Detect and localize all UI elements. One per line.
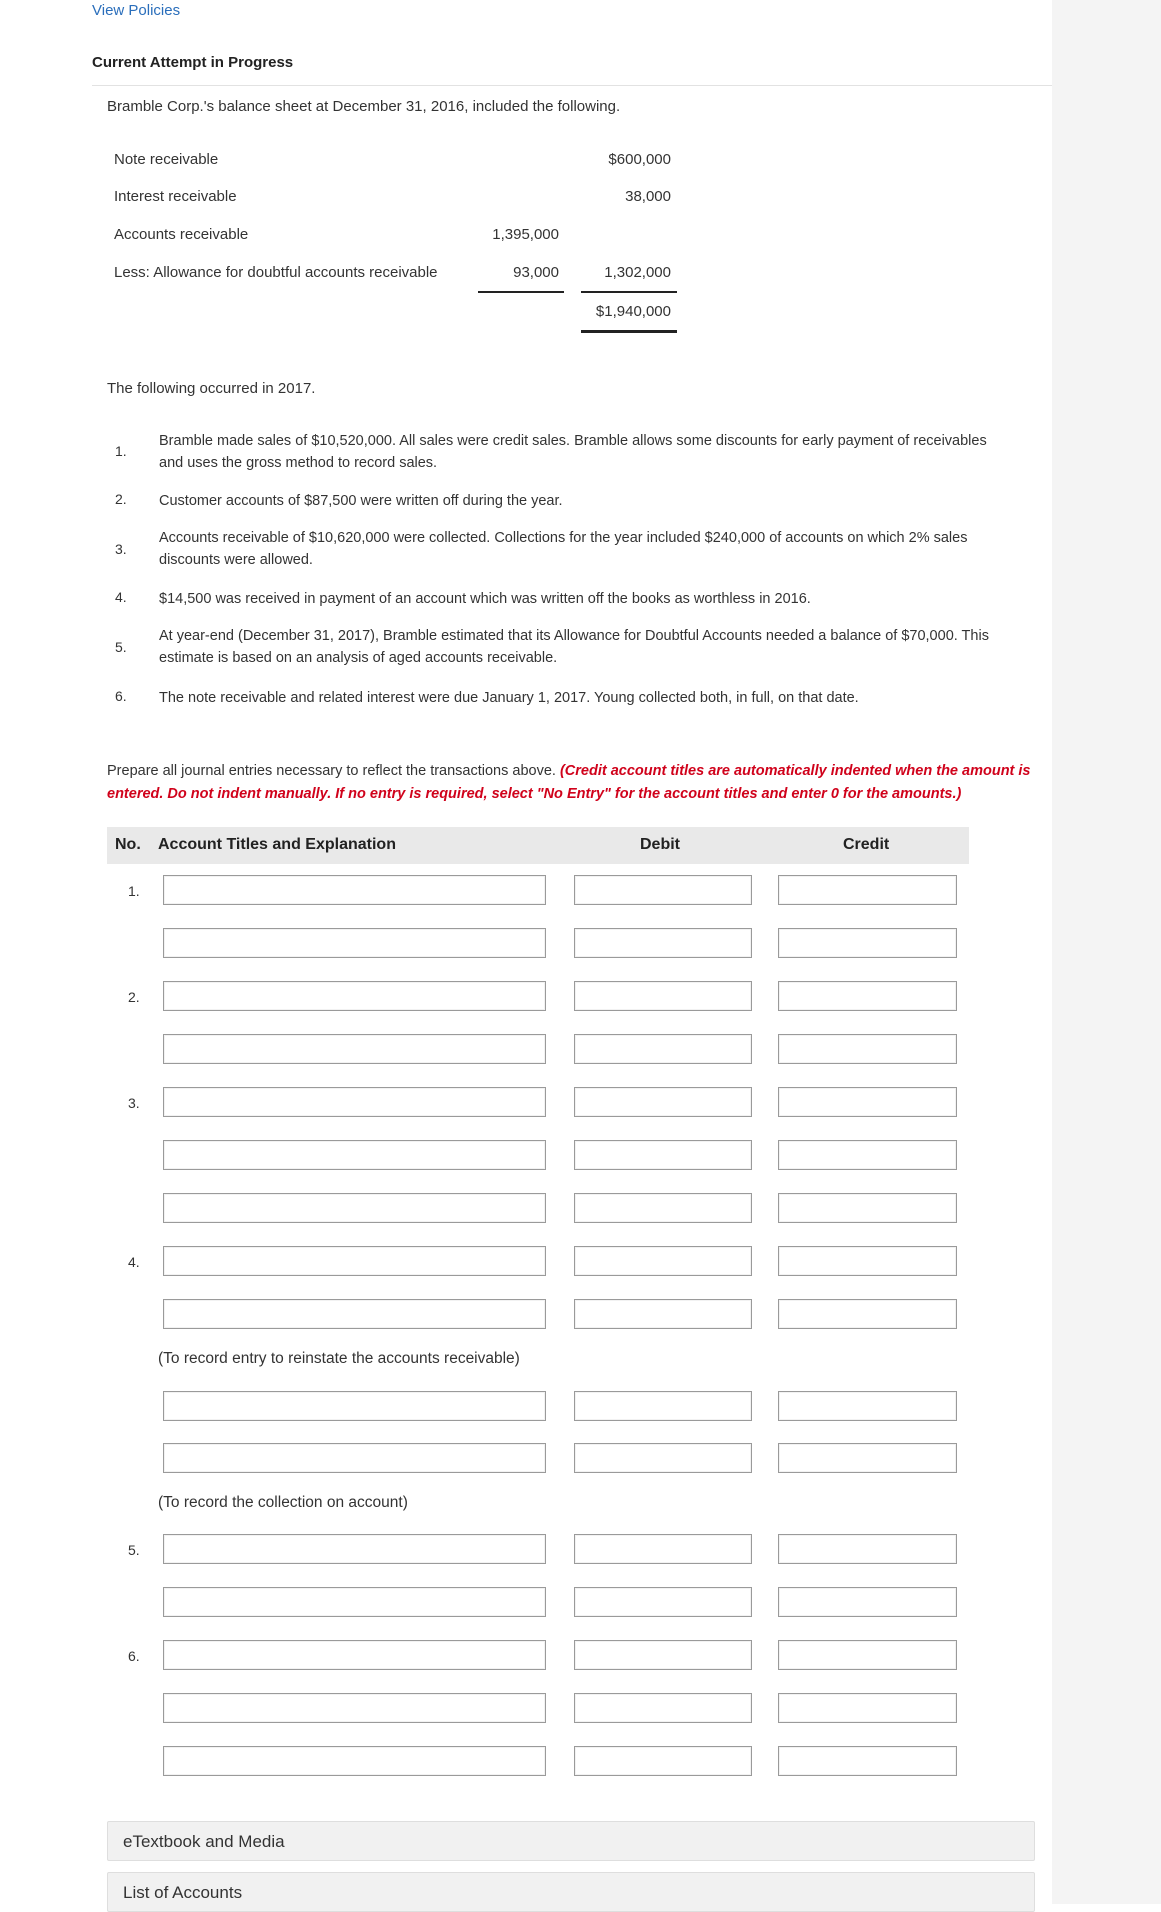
entry-number: 6. bbox=[128, 1648, 140, 1664]
subtotal-rule bbox=[581, 291, 677, 293]
bs-net-receivable-amount: 1,302,000 bbox=[604, 264, 671, 281]
page-gutter bbox=[1052, 0, 1161, 1904]
debit-input[interactable] bbox=[574, 1140, 752, 1170]
divider bbox=[92, 85, 1052, 86]
events-intro: The following occurred in 2017. bbox=[107, 380, 316, 397]
account-title-input[interactable] bbox=[163, 981, 546, 1011]
debit-input[interactable] bbox=[574, 1746, 752, 1776]
credit-input[interactable] bbox=[778, 1140, 957, 1170]
event-number: 3. bbox=[115, 541, 127, 557]
bs-accounts-receivable-amount: 1,395,000 bbox=[492, 226, 559, 243]
credit-input[interactable] bbox=[778, 981, 957, 1011]
account-title-input[interactable] bbox=[163, 1693, 546, 1723]
debit-input[interactable] bbox=[574, 1246, 752, 1276]
etextbook-media-button[interactable] bbox=[107, 1821, 1035, 1861]
problem-intro: Bramble Corp.'s balance sheet at December 31, 2016, included the following. bbox=[107, 98, 621, 115]
account-title-input[interactable] bbox=[163, 1140, 546, 1170]
debit-input[interactable] bbox=[574, 875, 752, 905]
bs-accounts-receivable-label: Accounts receivable bbox=[114, 226, 249, 243]
debit-input[interactable] bbox=[574, 1193, 752, 1223]
list-of-accounts-button[interactable] bbox=[107, 1872, 1035, 1912]
memo-reinstate: (To record entry to reinstate the accounts receivable) bbox=[158, 1350, 520, 1367]
entry-number: 1. bbox=[128, 883, 140, 899]
credit-input[interactable] bbox=[778, 1587, 957, 1617]
attempt-title: Current Attempt in Progress bbox=[92, 54, 294, 71]
event-number: 6. bbox=[115, 688, 127, 704]
event-text: At year-end (December 31, 2017), Bramble estimated that its Allowance for Doubtful Accounts needed a balance of $70,000. This estimate is based on an analysis of aged accounts receivable. bbox=[159, 628, 989, 666]
instructions bbox=[107, 760, 1037, 806]
memo-collection: (To record the collection on account) bbox=[158, 1494, 408, 1511]
account-title-input[interactable] bbox=[163, 1193, 546, 1223]
credit-input[interactable] bbox=[778, 875, 957, 905]
account-title-input[interactable] bbox=[163, 1443, 546, 1473]
bs-allowance-label: Less: Allowance for doubtful accounts receivable bbox=[114, 264, 438, 281]
credit-input[interactable] bbox=[778, 1443, 957, 1473]
credit-input[interactable] bbox=[778, 1746, 957, 1776]
account-title-input[interactable] bbox=[163, 1534, 546, 1564]
bs-interest-receivable-amount: 38,000 bbox=[625, 188, 671, 205]
debit-input[interactable] bbox=[574, 1087, 752, 1117]
instructions-text: Prepare all journal entries necessary to reflect the transactions above. bbox=[107, 763, 556, 779]
header-debit: Debit bbox=[640, 836, 680, 853]
event-text: Customer accounts of $87,500 were written off during the year. bbox=[159, 493, 563, 509]
account-title-input[interactable] bbox=[163, 1087, 546, 1117]
header-account-titles: Account Titles and Explanation bbox=[158, 836, 396, 853]
bs-allowance-amount: 93,000 bbox=[513, 264, 559, 281]
etextbook-media-label: eTextbook and Media bbox=[123, 1832, 285, 1851]
account-title-input[interactable] bbox=[163, 1746, 546, 1776]
account-title-input[interactable] bbox=[163, 928, 546, 958]
debit-input[interactable] bbox=[574, 1299, 752, 1329]
credit-input[interactable] bbox=[778, 1534, 957, 1564]
entry-number: 2. bbox=[128, 989, 140, 1005]
event-text: Bramble made sales of $10,520,000. All sales were credit sales. Bramble allows some discounts for early payment of receivables and uses the gross method to record sales. bbox=[159, 433, 987, 471]
account-title-input[interactable] bbox=[163, 1034, 546, 1064]
bs-interest-receivable-label: Interest receivable bbox=[114, 188, 237, 205]
debit-input[interactable] bbox=[574, 1391, 752, 1421]
account-title-input[interactable] bbox=[163, 1246, 546, 1276]
account-title-input[interactable] bbox=[163, 1391, 546, 1421]
view-policies-link[interactable]: View Policies bbox=[92, 2, 181, 19]
entry-number: 3. bbox=[128, 1095, 140, 1111]
bs-total-amount: $1,940,000 bbox=[595, 303, 671, 320]
credit-input[interactable] bbox=[778, 1299, 957, 1329]
debit-input[interactable] bbox=[574, 1640, 752, 1670]
account-title-input[interactable] bbox=[163, 1299, 546, 1329]
event-text: $14,500 was received in payment of an account which was written off the books as worthless in 2016. bbox=[159, 591, 811, 607]
credit-input[interactable] bbox=[778, 1391, 957, 1421]
credit-input[interactable] bbox=[778, 1087, 957, 1117]
entry-number: 4. bbox=[128, 1254, 140, 1270]
debit-input[interactable] bbox=[574, 1693, 752, 1723]
credit-input[interactable] bbox=[778, 928, 957, 958]
debit-input[interactable] bbox=[574, 1587, 752, 1617]
event-number: 1. bbox=[115, 443, 127, 459]
header-credit: Credit bbox=[843, 836, 890, 853]
account-title-input[interactable] bbox=[163, 875, 546, 905]
account-title-input[interactable] bbox=[163, 1587, 546, 1617]
debit-input[interactable] bbox=[574, 1443, 752, 1473]
header-no: No. bbox=[115, 836, 141, 853]
credit-input[interactable] bbox=[778, 1034, 957, 1064]
debit-input[interactable] bbox=[574, 1034, 752, 1064]
account-title-input[interactable] bbox=[163, 1640, 546, 1670]
journal-table-header bbox=[107, 827, 969, 864]
event-text: Accounts receivable of $10,620,000 were collected. Collections for the year included $240,000 of accounts on which 2% sales discounts were allowed. bbox=[159, 530, 968, 568]
credit-input[interactable] bbox=[778, 1246, 957, 1276]
event-number: 4. bbox=[115, 589, 127, 605]
total-double-rule bbox=[581, 330, 677, 333]
bs-note-receivable-label: Note receivable bbox=[114, 151, 219, 168]
subtotal-rule bbox=[478, 291, 564, 293]
entry-number: 5. bbox=[128, 1542, 140, 1558]
credit-input[interactable] bbox=[778, 1193, 957, 1223]
bs-note-receivable-amount: $600,000 bbox=[608, 151, 671, 168]
event-number: 5. bbox=[115, 639, 127, 655]
debit-input[interactable] bbox=[574, 1534, 752, 1564]
debit-input[interactable] bbox=[574, 928, 752, 958]
event-text: The note receivable and related interest were due January 1, 2017. Young collected both, in full, on that date. bbox=[159, 690, 859, 706]
debit-input[interactable] bbox=[574, 981, 752, 1011]
event-number: 2. bbox=[115, 491, 127, 507]
list-of-accounts-label: List of Accounts bbox=[123, 1883, 243, 1902]
credit-input[interactable] bbox=[778, 1640, 957, 1670]
instructions-note: (Credit account titles are automatically indented when the amount is entered. Do not indent manually. If no entry is required, select "No Entry" for the account titles and enter 0 for the amounts.) bbox=[107, 763, 1031, 802]
credit-input[interactable] bbox=[778, 1693, 957, 1723]
